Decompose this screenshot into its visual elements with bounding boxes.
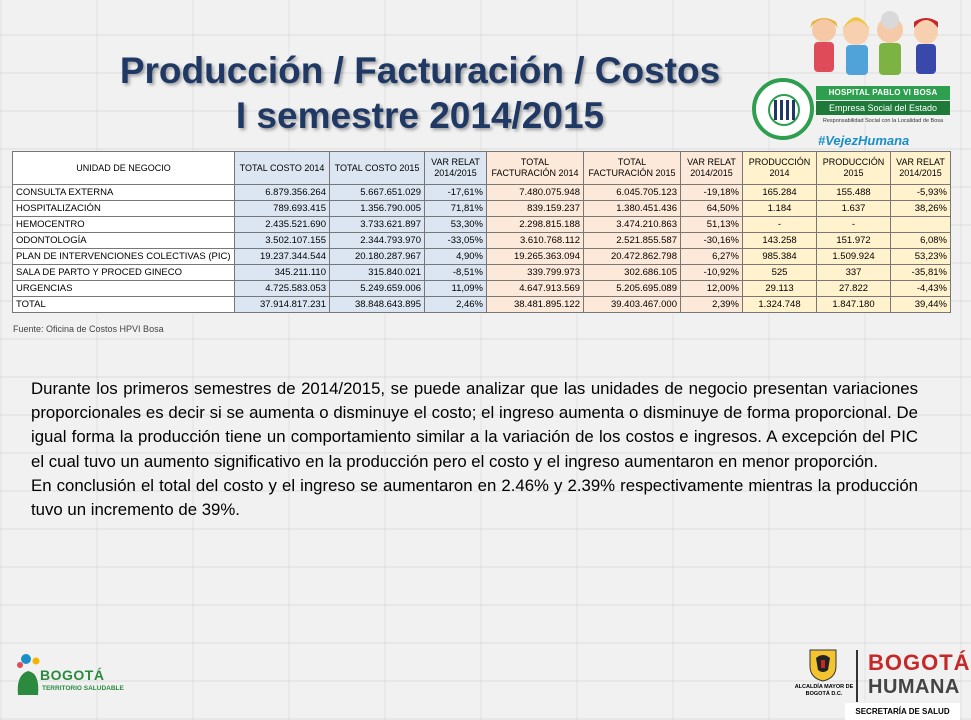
- table-row: [13, 201, 951, 217]
- header-cell: TOTAL COSTO 2015: [330, 152, 425, 185]
- table-cell: 6,08%: [891, 233, 951, 249]
- table-cell: 2.344.793.970: [330, 233, 425, 249]
- hospital-logo: [752, 8, 952, 150]
- table-row-total: [13, 297, 951, 313]
- table-cell: 165.284: [743, 185, 817, 201]
- table-cell: 5.667.651.029: [330, 185, 425, 201]
- table-cell: 19.265.363.094: [487, 249, 584, 265]
- table-cell: TOTAL: [13, 297, 235, 313]
- table-cell: 20.472.862.798: [584, 249, 681, 265]
- table-cell: -19,18%: [681, 185, 743, 201]
- table-cell: 51,13%: [681, 217, 743, 233]
- bogota-humana-line-2: HUMANA: [868, 676, 960, 698]
- table-cell: 525: [743, 265, 817, 281]
- bogota-wordmark: BOGOTÁ: [40, 667, 105, 683]
- header-cell: TOTAL FACTURACIÓN 2015: [584, 152, 681, 185]
- table-cell: 39,44%: [891, 297, 951, 313]
- table-cell: 20.180.287.967: [330, 249, 425, 265]
- table-cell: [891, 217, 951, 233]
- table-cell: 2.298.815.188: [487, 217, 584, 233]
- table-cell: -8,51%: [425, 265, 487, 281]
- header-cell: TOTAL COSTO 2014: [235, 152, 330, 185]
- table-cell: 5.249.659.006: [330, 281, 425, 297]
- table-cell: 6.045.705.123: [584, 185, 681, 201]
- table-cell: -33,05%: [425, 233, 487, 249]
- table-cell: 315.840.021: [330, 265, 425, 281]
- table-cell: 4.725.583.053: [235, 281, 330, 297]
- table-cell: HOSPITALIZACIÓN: [13, 201, 235, 217]
- analysis-paragraph: Durante los primeros semestres de 2014/2015, se puede analizar que las unidades de negocio presentan variaciones proporcionales es decir si se aumenta o disminuye el costo; el ingreso aumenta o disminuye de forma proporcional. De igual forma la producción tiene un comportamiento similar a la variación de los costos e ingresos. A excepción del PIC el cual tuvo un aumento significativo en la producción pero el costo y el ingreso aumentaron en menor proporción.: [31, 379, 918, 471]
- table-cell: 7.480.075.948: [487, 185, 584, 201]
- table-cell: CONSULTA EXTERNA: [13, 185, 235, 201]
- hospital-emblem-icon: [752, 78, 814, 140]
- children-illustration: [806, 8, 952, 80]
- table-cell: -: [743, 217, 817, 233]
- table-cell: SALA DE PARTO Y PROCED GINECO: [13, 265, 235, 281]
- header-cell: PRODUCCIÓN 2014: [743, 152, 817, 185]
- table-cell: 38.481.895.122: [487, 297, 584, 313]
- table-cell: 1.356.790.005: [330, 201, 425, 217]
- table-cell: 1.380.451.436: [584, 201, 681, 217]
- production-billing-cost-table: [12, 151, 951, 313]
- table-cell: -35,81%: [891, 265, 951, 281]
- hospital-entity: Empresa Social del Estado: [816, 101, 950, 115]
- header-cell: UNIDAD DE NEGOCIO: [13, 152, 235, 185]
- header-cell: VAR RELAT 2014/2015: [681, 152, 743, 185]
- table-cell: 53,30%: [425, 217, 487, 233]
- table-cell: -5,93%: [891, 185, 951, 201]
- hospital-tagline: Responsabilidad Social con la Localidad de Bosa: [822, 118, 944, 124]
- table-cell: 38.848.643.895: [330, 297, 425, 313]
- table-cell: 1.184: [743, 201, 817, 217]
- table-cell: 3.733.621.897: [330, 217, 425, 233]
- table-cell: -10,92%: [681, 265, 743, 281]
- hashtag: #VejezHumana: [818, 133, 910, 148]
- table-cell: URGENCIAS: [13, 281, 235, 297]
- table-cell: 345.211.110: [235, 265, 330, 281]
- table-cell: PLAN DE INTERVENCIONES COLECTIVAS (PIC): [13, 249, 235, 265]
- table-cell: -17,61%: [425, 185, 487, 201]
- table-cell: ODONTOLOGÍA: [13, 233, 235, 249]
- table-cell: 3.502.107.155: [235, 233, 330, 249]
- table-cell: 64,50%: [681, 201, 743, 217]
- header-cell: PRODUCCIÓN 2015: [817, 152, 891, 185]
- table-row: [13, 265, 951, 281]
- source-note: Fuente: Oficina de Costos HPVI Bosa: [13, 324, 164, 334]
- table-cell: 985.384: [743, 249, 817, 265]
- table-cell: 839.159.237: [487, 201, 584, 217]
- table-cell: 3.474.210.863: [584, 217, 681, 233]
- table-cell: 27.822: [817, 281, 891, 297]
- table-cell: 143.258: [743, 233, 817, 249]
- table-row: [13, 249, 951, 265]
- table-cell: 39.403.467.000: [584, 297, 681, 313]
- table-cell: 71,81%: [425, 201, 487, 217]
- territorio-saludable-label: TERRITORIO SALUDABLE: [42, 685, 124, 692]
- table-cell: 37.914.817.231: [235, 297, 330, 313]
- header-cell: VAR RELAT 2014/2015: [425, 152, 487, 185]
- table-cell: 4,90%: [425, 249, 487, 265]
- table-cell: 11,09%: [425, 281, 487, 297]
- header-cell: TOTAL FACTURACIÓN 2014: [487, 152, 584, 185]
- table-cell: 151.972: [817, 233, 891, 249]
- table-cell: 2.435.521.690: [235, 217, 330, 233]
- table-cell: -: [817, 217, 891, 233]
- hospital-name: HOSPITAL PABLO VI BOSA: [816, 86, 950, 100]
- table-cell: 19.237.344.544: [235, 249, 330, 265]
- bogota-coat-of-arms-icon: [808, 648, 838, 682]
- table-cell: 302.686.105: [584, 265, 681, 281]
- table-cell: HEMOCENTRO: [13, 217, 235, 233]
- table-row: [13, 185, 951, 201]
- table-cell: 5.205.695.089: [584, 281, 681, 297]
- table-row: [13, 217, 951, 233]
- table-cell: 29.113: [743, 281, 817, 297]
- table-cell: 2,39%: [681, 297, 743, 313]
- table-cell: 6.879.356.264: [235, 185, 330, 201]
- table-cell: 2,46%: [425, 297, 487, 313]
- table-cell: 155.488: [817, 185, 891, 201]
- table-cell: 3.610.768.112: [487, 233, 584, 249]
- alcaldia-label: ALCALDÍA MAYOR DE BOGOTÁ D.C.: [794, 684, 854, 697]
- table-cell: 12,00%: [681, 281, 743, 297]
- table-cell: 789.693.415: [235, 201, 330, 217]
- bogota-humana-line-1: BOGOTÁ: [868, 650, 971, 675]
- header-cell: VAR RELAT 2014/2015: [891, 152, 951, 185]
- table-cell: -30,16%: [681, 233, 743, 249]
- conclusion-paragraph: En conclusión el total del costo y el ingreso se aumentaron en 2.46% y 2.39% respectivamente mientras la producción tuvo un incremento de 39%.: [31, 475, 918, 520]
- table-cell: 6,27%: [681, 249, 743, 265]
- slide-title: [70, 48, 770, 138]
- table-cell: 1.324.748: [743, 297, 817, 313]
- bogota-territorio-saludable-logo: [10, 643, 150, 705]
- title-line-2: I semestre 2014/2015: [235, 95, 605, 136]
- table-cell: 337: [817, 265, 891, 281]
- table-row: [13, 233, 951, 249]
- table-row: [13, 281, 951, 297]
- table-header-row: [13, 152, 951, 185]
- table-cell: 4.647.913.569: [487, 281, 584, 297]
- analysis-text: [31, 377, 918, 522]
- secretaria-de-salud-label: SECRETARÍA DE SALUD: [845, 703, 960, 720]
- table-cell: 1.637: [817, 201, 891, 217]
- logo-divider: [856, 650, 858, 702]
- table-cell: 38,26%: [891, 201, 951, 217]
- table-cell: 53,23%: [891, 249, 951, 265]
- table-cell: 339.799.973: [487, 265, 584, 281]
- table-cell: -4,43%: [891, 281, 951, 297]
- table-cell: 1.509.924: [817, 249, 891, 265]
- table-cell: 1.847.180: [817, 297, 891, 313]
- table-cell: 2.521.855.587: [584, 233, 681, 249]
- title-line-1: Producción / Facturación / Costos: [119, 50, 721, 91]
